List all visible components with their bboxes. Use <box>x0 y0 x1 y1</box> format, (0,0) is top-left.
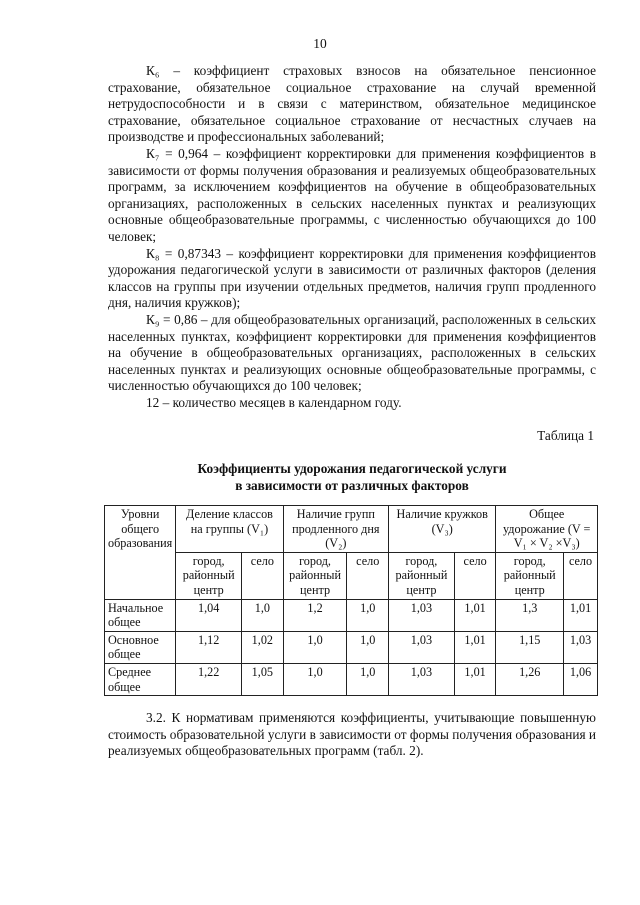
subheader-village: село <box>564 552 598 599</box>
header-extended-day-groups: Наличие групп продленного дня (V₂) <box>283 506 388 553</box>
table-cell: 1,2 <box>283 599 347 631</box>
table-cell: 1,05 <box>242 663 284 695</box>
header-class-division: Деление классов на группы (V₁) <box>176 506 283 553</box>
header-clubs: Наличие кружков (V₃) <box>389 506 496 553</box>
row-level: Основное общее <box>105 631 176 663</box>
paragraph-3-2: 3.2. К нормативам применяются коэффициенты, учитывающие повышенную стоимость образовательной услуги в зависимости от формы получения образования и реализуемых общеобразовательных программ (табл. 2). <box>108 710 597 759</box>
paragraph-k7: К₇ = 0,964 – коэффициент корректировки для применения коэффициентов в зависимости от формы получения образования и реализуемых общеобразовательных программ, за исключением коэффициентов на обучение в общеобразовательных организациях, расположенных в сельских населенных пунктах и реализующих основные общеобразовательные программы, с численностью обучающихся до 100 человек; <box>108 145 596 244</box>
subheader-city: город, районный центр <box>496 552 564 599</box>
table-header-row <box>105 506 598 553</box>
subheader-village: село <box>454 552 496 599</box>
table-caption: Таблица 1 <box>537 428 594 443</box>
coefficients-table <box>104 505 598 696</box>
table-cell: 1,12 <box>176 631 242 663</box>
table-cell: 1,03 <box>389 663 455 695</box>
row-level: Среднее общее <box>105 663 176 695</box>
table-cell: 1,03 <box>564 631 598 663</box>
table-cell: 1,01 <box>454 599 496 631</box>
table-cell: 1,01 <box>454 631 496 663</box>
table-cell: 1,26 <box>496 663 564 695</box>
table-title-line-1: Коэффициенты удорожания педагогической услуги <box>197 461 507 476</box>
table-cell: 1,04 <box>176 599 242 631</box>
table-cell: 1,0 <box>242 599 284 631</box>
table-cell: 1,0 <box>283 663 347 695</box>
subheader-village: село <box>242 552 284 599</box>
paragraph-k8: К₈ = 0,87343 – коэффициент корректировки для применения коэффициентов удорожания педагогической услуги в зависимости от различных факторов (деления классов на группы при изучении отдельных предметов, наличия групп продленного дня, наличия кружков); <box>108 245 596 311</box>
header-total-increase: Общее удорожание (V = V₁ × V₂ ×V₃) <box>496 506 598 553</box>
table-cell: 1,22 <box>176 663 242 695</box>
row-level: Начальное общее <box>105 599 176 631</box>
table-cell: 1,01 <box>454 663 496 695</box>
table-cell: 1,0 <box>347 599 389 631</box>
page-number: 10 <box>313 36 327 51</box>
table-subheader-row <box>105 552 598 599</box>
header-levels: Уровни общего образования <box>105 506 176 600</box>
subheader-city: город, районный центр <box>389 552 455 599</box>
closing-text <box>108 710 596 760</box>
table-cell: 1,0 <box>283 631 347 663</box>
table-cell: 1,02 <box>242 631 284 663</box>
table-row <box>105 599 598 631</box>
paragraph-months: 12 – количество месяцев в календарном году. <box>146 394 402 410</box>
table-cell: 1,3 <box>496 599 564 631</box>
subheader-city: город, районный центр <box>176 552 242 599</box>
table-cell: 1,03 <box>389 599 455 631</box>
table-cell: 1,15 <box>496 631 564 663</box>
subheader-city: город, районный центр <box>283 552 347 599</box>
subheader-village: село <box>347 552 389 599</box>
table-cell: 1,06 <box>564 663 598 695</box>
table-title-line-2: в зависимости от различных факторов <box>235 478 469 493</box>
table-cell: 1,03 <box>389 631 455 663</box>
body-text <box>108 63 596 411</box>
table-cell: 1,0 <box>347 631 389 663</box>
table-row <box>105 663 598 695</box>
table-title <box>108 460 596 494</box>
paragraph-k9: К₉ = 0,86 – для общеобразовательных организаций, расположенных в сельских населенных пунктах, коэффициент корректировки для применения коэффициентов на обучение в общеобразовательных организациях, расположенных в сельских населенных пунктах и реализующих основные общеобразовательные программы, с численностью обучающихся до 100 человек; <box>108 311 596 394</box>
table-cell: 1,01 <box>564 599 598 631</box>
table-cell: 1,0 <box>347 663 389 695</box>
paragraph-k6: К₆ – коэффициент страховых взносов на обязательное пенсионное страхование, обязательное социальное страхование на случай временной нетрудоспособности и в связи с материнством, обязательное медицинское страхование, обязательное социальное страхование от несчастных случаев на производстве и профессиональных заболеваний; <box>108 63 596 145</box>
table-row <box>105 631 598 663</box>
